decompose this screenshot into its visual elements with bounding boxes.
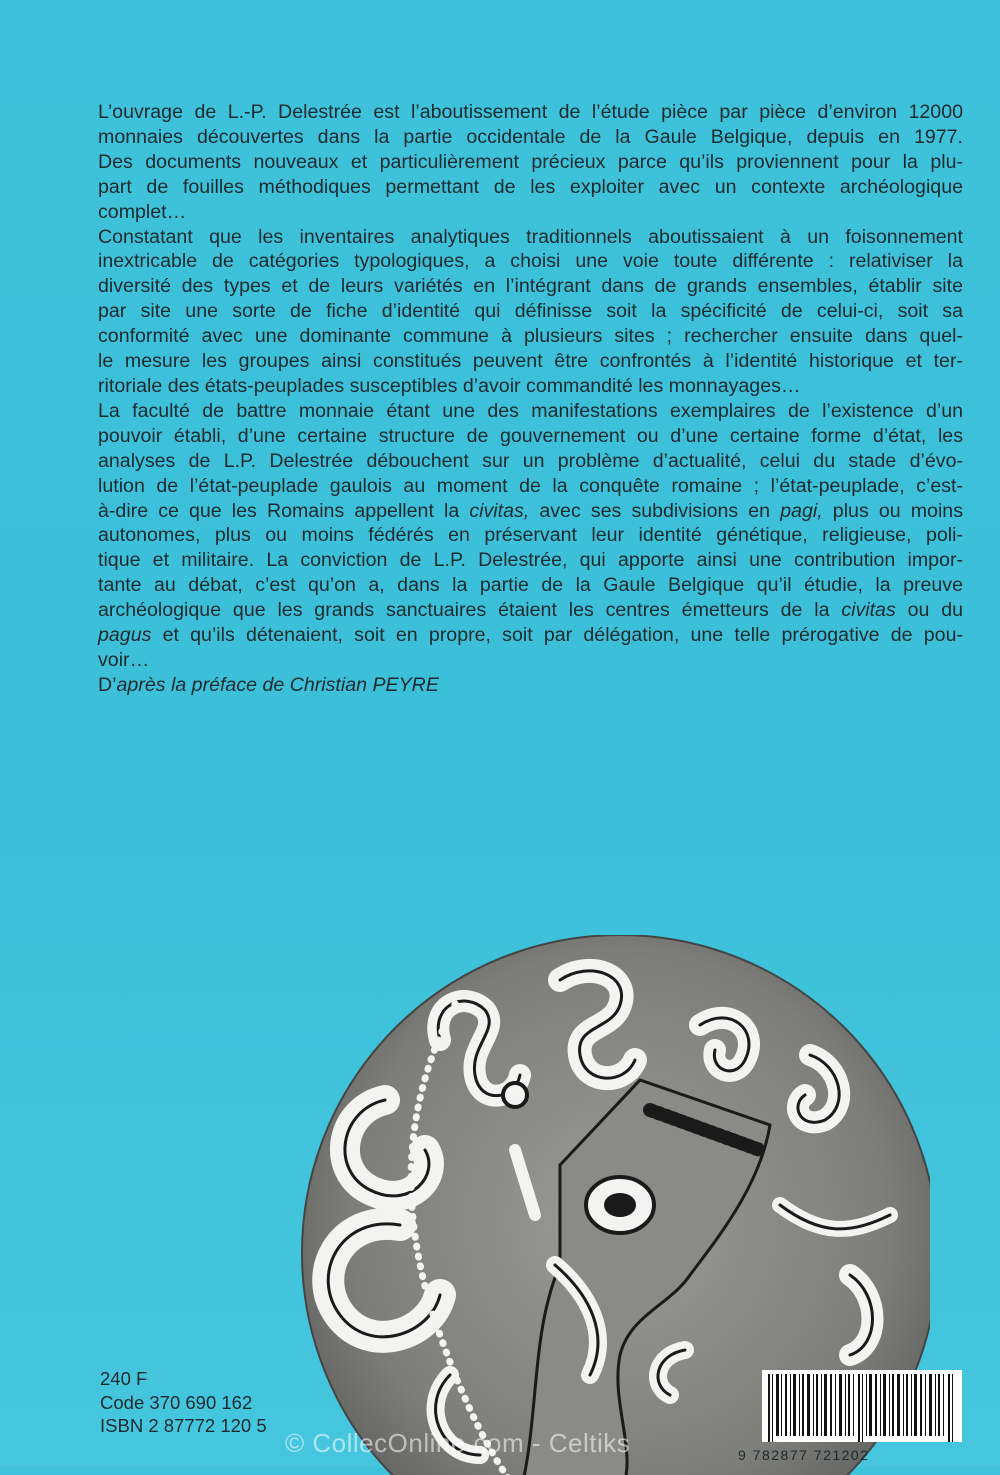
text-line: tante au débat, c’est qu’on a, dans la partie de la Gaule Belgique qu’il étudie, la preuve bbox=[98, 574, 963, 597]
text-line: le mesure les groupes ainsi constitués peuvent être confrontés à l’identité historique et ter- bbox=[98, 350, 963, 373]
isbn: ISBN 2 87772 120 5 bbox=[100, 1415, 267, 1436]
product-code: Code 370 690 162 bbox=[100, 1391, 253, 1413]
text-line: pouvoir établi, d’une certaine structure de gouvernement ou d’une certaine forme d’état, les bbox=[98, 424, 963, 447]
credit-prefix: D’ bbox=[98, 673, 117, 696]
text-segment: ou du bbox=[895, 599, 964, 622]
preface-credit bbox=[98, 673, 963, 698]
price: 240 F bbox=[100, 1368, 148, 1389]
text-line: ritoriale des états-peuplades susceptibles d’avoir commandité les monnayages… bbox=[98, 374, 801, 397]
text-line: part de fouilles méthodiques permettant de les exploiter avec un contexte archéologique bbox=[98, 175, 963, 198]
text-segment: à-dire ce que les Romains appellent la bbox=[98, 499, 470, 522]
text-line: Des documents nouveaux et particulièrement précieux parce qu’ils proviennent pour la plu- bbox=[98, 150, 963, 173]
text-line: Constatant que les inventaires analytiques traditionnels aboutissaient à un foisonnement bbox=[98, 225, 963, 248]
latin-term: pagi, bbox=[780, 499, 823, 522]
text-line: La faculté de battre monnaie étant une des manifestations exemplaires de l’existence d’un bbox=[98, 399, 963, 422]
paragraph-3 bbox=[98, 399, 963, 673]
text-line: analyses de L.P. Delestrée débouchent sur un problème d’actualité, celui du stade d’évo- bbox=[98, 449, 963, 472]
publication-info bbox=[100, 1367, 267, 1438]
text-segment: plus ou moins bbox=[822, 499, 964, 522]
text-line bbox=[98, 673, 963, 698]
credit-italic: après la préface de Christian PEYRE bbox=[116, 673, 439, 696]
text-line: monnaies découvertes dans la partie occidentale de la Gaule Belgique, depuis en 1977. bbox=[98, 125, 963, 148]
barcode bbox=[762, 1370, 962, 1442]
latin-term: civitas bbox=[841, 599, 896, 622]
text-line: lution de l’état-peuplade gaulois au moment de la conquête romaine ; l’état-peuplade, c’est- bbox=[98, 474, 963, 497]
text-line: tique et militaire. La conviction de L.P. Delestrée, qui apporte ainsi une contribution impor- bbox=[98, 549, 963, 572]
latin-term: pagus bbox=[98, 624, 152, 647]
text-line bbox=[98, 623, 963, 648]
text-segment: avec ses subdivisions en bbox=[529, 499, 781, 522]
text-segment: et qu’ils détenaient, soit en propre, soit par délégation, une telle prérogative de pou- bbox=[151, 624, 963, 647]
text-line: L’ouvrage de L.-P. Delestrée est l’aboutissement de l’étude pièce par pièce d’environ 12000 bbox=[98, 101, 963, 123]
text-line bbox=[98, 499, 963, 524]
paragraph-2 bbox=[98, 225, 963, 399]
text-line: par site une sorte de fiche d’identité qui définisse soit la spécificité de celui-ci, soit sa bbox=[98, 300, 963, 323]
text-line bbox=[98, 598, 963, 623]
text-line: complet… bbox=[98, 200, 187, 223]
latin-term: civitas, bbox=[469, 499, 530, 522]
barcode-digits: 9 782877 721202 bbox=[738, 1447, 870, 1463]
text-line: autonomes, plus ou moins fédérés en préservant leur identité génétique, religieuse, poli- bbox=[98, 524, 963, 547]
text-line: inextricable de catégories typologiques, a choisi une voie toute différente : relativiser la bbox=[98, 250, 963, 273]
blurb-text bbox=[98, 100, 963, 698]
text-line: diversité des types et de leurs variétés en l’intégrant dans de grands ensembles, établir site bbox=[98, 275, 963, 298]
text-segment: archéologique que les grands sanctuaires étaient les centres émetteurs de la bbox=[98, 599, 842, 622]
paragraph-1 bbox=[98, 100, 963, 225]
eye-pupil bbox=[606, 1195, 634, 1215]
dot-ornament bbox=[503, 1083, 527, 1107]
text-line: conformité avec une dominante commune à plusieurs sites ; rechercher ensuite dans quel- bbox=[98, 325, 963, 348]
text-line: voir… bbox=[98, 648, 150, 671]
watermark: © CollecOnline.com - Celtiks bbox=[285, 1428, 631, 1458]
